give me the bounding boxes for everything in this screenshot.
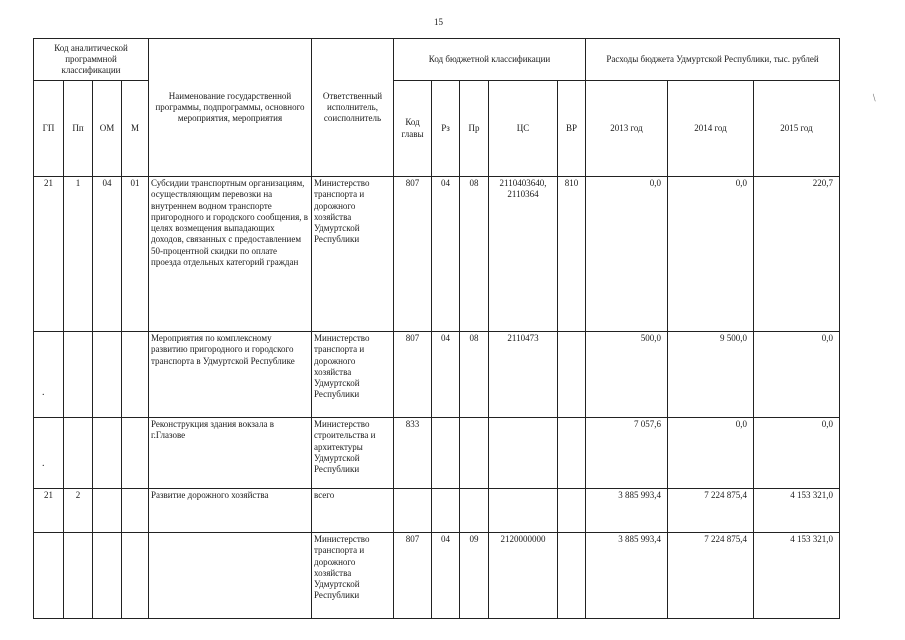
- rz-header: Рз: [432, 81, 460, 177]
- name-header: Наименование государственной программы, подпрограммы, основного мероприятия, мероприятия: [149, 39, 312, 177]
- kod-cell: 807: [394, 533, 432, 619]
- pr-cell: [460, 418, 489, 489]
- y2014-cell: 0,0: [668, 177, 754, 332]
- year-2015-header: 2015 год: [754, 81, 840, 177]
- om-header: ОМ: [93, 81, 122, 177]
- year-2013-header: 2013 год: [586, 81, 668, 177]
- kod-glavy-header: Код главы: [394, 81, 432, 177]
- y2013-cell: 0,0: [586, 177, 668, 332]
- om-cell: [93, 489, 122, 533]
- table-row: [34, 332, 840, 418]
- vr-cell: [558, 489, 586, 533]
- y2013-cell: 3 885 993,4: [586, 533, 668, 619]
- vr-cell: [558, 533, 586, 619]
- cs-cell: [489, 489, 558, 533]
- y2015-cell: 220,7: [754, 177, 840, 332]
- vr-cell: 810: [558, 177, 586, 332]
- kod-cell: 807: [394, 177, 432, 332]
- name-cell: Субсидии транспортным организациям, осуществляющим перевозки на внутреннем водном транспорте пригородного и городского сообщения, в целях возмещения выпадающих доходов, связанных с предоставлением 50-процентной скидки по оплате проезда отдельных категорий граждан: [149, 177, 312, 332]
- table-row: [34, 533, 840, 619]
- executor-header: Ответственный исполнитель, соисполнитель: [312, 39, 394, 177]
- rz-cell: 04: [432, 533, 460, 619]
- executor-cell: всего: [312, 489, 394, 533]
- pr-header: Пр: [460, 81, 489, 177]
- y2015-cell: 4 153 321,0: [754, 489, 840, 533]
- pp-cell: [64, 418, 93, 489]
- table-row: [34, 177, 840, 332]
- y2015-cell: 0,0: [754, 418, 840, 489]
- m-header: М: [122, 81, 149, 177]
- gp-cell: 21: [34, 177, 64, 332]
- y2014-cell: 0,0: [668, 418, 754, 489]
- y2014-cell: 9 500,0: [668, 332, 754, 418]
- budget-class-header: Код бюджетной классификации: [394, 39, 586, 81]
- year-2014-header: 2014 год: [668, 81, 754, 177]
- executor-cell: Министерство транспорта и дорожного хозяйства Удмуртской Республики: [312, 177, 394, 332]
- executor-cell: Министерство строительства и архитектуры Удмуртской Республики: [312, 418, 394, 489]
- kod-cell: [394, 489, 432, 533]
- y2014-cell: 7 224 875,4: [668, 533, 754, 619]
- om-cell: [93, 533, 122, 619]
- cs-cell: 2120000000: [489, 533, 558, 619]
- table-row: [34, 418, 840, 489]
- cs-cell: [489, 418, 558, 489]
- budget-table: [33, 38, 840, 619]
- cs-cell: 2110473: [489, 332, 558, 418]
- name-cell: Реконструкция здания вокзала в г.Глазове: [149, 418, 312, 489]
- pp-cell: [64, 332, 93, 418]
- om-cell: [93, 332, 122, 418]
- executor-cell: Министерство транспорта и дорожного хозяйства Удмуртской Республики: [312, 332, 394, 418]
- m-cell: [122, 533, 149, 619]
- y2013-cell: 3 885 993,4: [586, 489, 668, 533]
- m-cell: [122, 418, 149, 489]
- y2015-cell: 4 153 321,0: [754, 533, 840, 619]
- kod-cell: 833: [394, 418, 432, 489]
- pp-cell: 2: [64, 489, 93, 533]
- rz-cell: 04: [432, 332, 460, 418]
- pr-cell: [460, 489, 489, 533]
- pr-cell: 08: [460, 177, 489, 332]
- gp-header: ГП: [34, 81, 64, 177]
- vr-cell: [558, 332, 586, 418]
- pr-cell: 08: [460, 332, 489, 418]
- expenses-header: Расходы бюджета Удмуртской Республики, тыс. рублей: [586, 39, 840, 81]
- pr-cell: 09: [460, 533, 489, 619]
- vr-cell: [558, 418, 586, 489]
- name-cell: [149, 533, 312, 619]
- vr-header: ВР: [558, 81, 586, 177]
- kod-cell: 807: [394, 332, 432, 418]
- gp-cell: [34, 533, 64, 619]
- pp-header: Пп: [64, 81, 93, 177]
- gp-cell: 21: [34, 489, 64, 533]
- analytic-code-header: Код аналитической программной классификации: [34, 39, 149, 81]
- pp-cell: 1: [64, 177, 93, 332]
- pp-cell: [64, 533, 93, 619]
- executor-cell: Министерство транспорта и дорожного хозяйства Удмуртской Республики: [312, 533, 394, 619]
- cs-header: ЦС: [489, 81, 558, 177]
- m-cell: [122, 489, 149, 533]
- y2015-cell: 0,0: [754, 332, 840, 418]
- margin-mark: /: [869, 92, 880, 104]
- name-cell: Мероприятия по комплексному развитию пригородного и городского транспорта в Удмуртской Республике: [149, 332, 312, 418]
- m-cell: 01: [122, 177, 149, 332]
- page-number: 15: [434, 17, 443, 27]
- rz-cell: 04: [432, 177, 460, 332]
- rz-cell: [432, 418, 460, 489]
- gp-cell: [34, 418, 64, 489]
- rz-cell: [432, 489, 460, 533]
- gp-cell: [34, 332, 64, 418]
- y2013-cell: 7 057,6: [586, 418, 668, 489]
- y2014-cell: 7 224 875,4: [668, 489, 754, 533]
- y2013-cell: 500,0: [586, 332, 668, 418]
- om-cell: [93, 418, 122, 489]
- name-cell: Развитие дорожного хозяйства: [149, 489, 312, 533]
- m-cell: [122, 332, 149, 418]
- om-cell: 04: [93, 177, 122, 332]
- table-row: [34, 489, 840, 533]
- cs-cell: 2110403640, 2110364: [489, 177, 558, 332]
